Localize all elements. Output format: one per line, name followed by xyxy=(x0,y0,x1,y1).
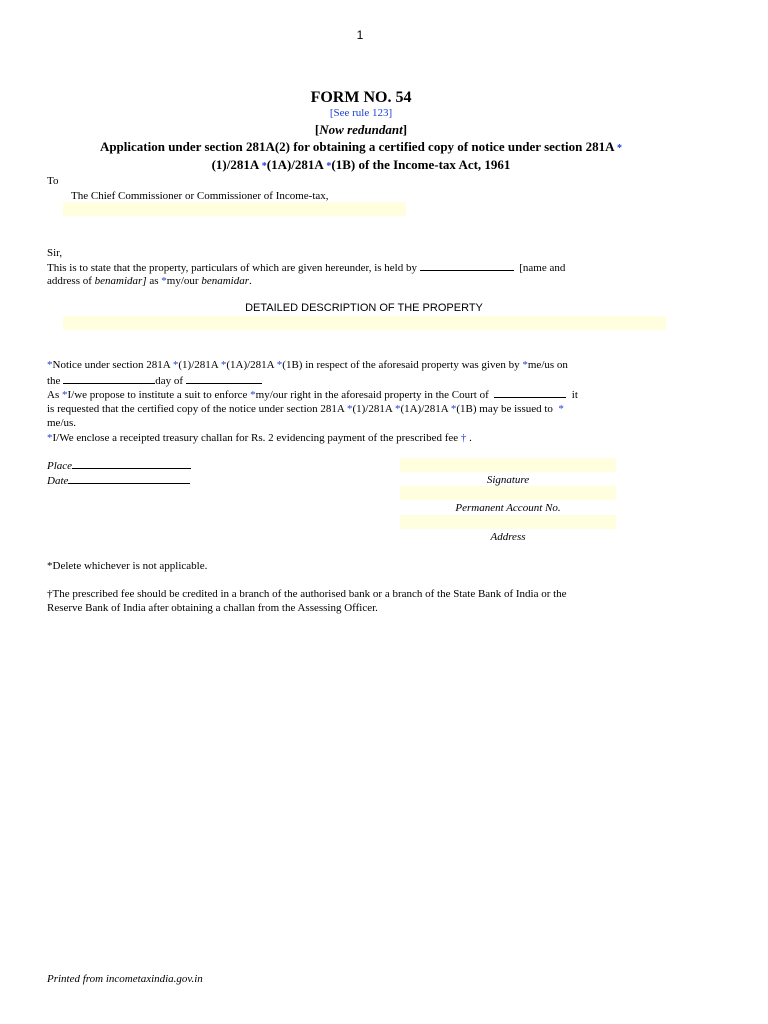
heading-line2-a: (1)/281A xyxy=(211,157,259,172)
asterisk-mark: * xyxy=(220,359,227,371)
pan-field[interactable] xyxy=(400,486,616,500)
asterisk-mark: * xyxy=(47,432,53,444)
fee-note-line2: Reserve Bank of India after obtaining a challan from the Assessing Officer. xyxy=(47,602,378,614)
signature-field[interactable] xyxy=(400,458,616,472)
para1-text6: my/our xyxy=(166,275,199,287)
delete-note: *Delete whichever is not applicable. xyxy=(47,560,208,572)
para4-line xyxy=(47,431,472,445)
para2-text7: day of xyxy=(155,375,183,387)
date-label: Date xyxy=(47,475,69,487)
description-heading: DETAILED DESCRIPTION OF THE PROPERTY xyxy=(245,302,483,314)
heading-line2-c: (1B) of the Income-tax Act, 1961 xyxy=(331,157,511,172)
para2-text6: the xyxy=(47,375,61,387)
addressee-text: The Chief Commissioner or Commissioner of Income-tax, xyxy=(71,190,329,202)
pan-label: Permanent Account No. xyxy=(455,502,561,514)
date-blank[interactable] xyxy=(68,473,190,484)
asterisk-mark: * xyxy=(450,403,457,415)
para2-line1 xyxy=(47,358,568,372)
asterisk-mark: * xyxy=(276,359,283,371)
para3-text8: (1B) may be issued to xyxy=(456,403,553,415)
para3-text5: is requested that the certified copy of the notice under section 281A xyxy=(47,403,345,415)
para1-text8: . xyxy=(248,275,252,287)
asterisk-mark: * xyxy=(61,389,68,401)
para1-text1: This is to state that the property, particulars of which are given hereunder, is held by xyxy=(47,262,417,274)
asterisk-mark: * xyxy=(326,161,332,172)
status-text: Now redundant xyxy=(319,122,403,137)
status-line xyxy=(0,122,722,138)
para1-text2: [name and xyxy=(519,262,566,274)
para1-text4: benamidar] xyxy=(94,275,147,287)
to-label: To xyxy=(47,175,59,187)
asterisk-mark: * xyxy=(346,403,353,415)
page-number: 1 xyxy=(356,28,364,42)
asterisk-mark: * xyxy=(558,403,564,415)
asterisk-mark: * xyxy=(161,275,167,287)
asterisk-mark: * xyxy=(250,389,256,401)
signature-label: Signature xyxy=(486,474,530,486)
para3-text7: (1A)/281A xyxy=(400,403,449,415)
para3-text6: (1)/281A xyxy=(352,403,393,415)
para1-line2 xyxy=(47,274,252,288)
form-title: FORM NO. 54 xyxy=(310,89,412,106)
para2-text3: (1A)/281A xyxy=(226,359,275,371)
dagger-mark: † xyxy=(460,432,467,444)
para1-text7: benamidar xyxy=(201,275,249,287)
asterisk-mark: * xyxy=(522,359,528,371)
court-name-blank[interactable] xyxy=(494,387,566,398)
benamidar-name-blank[interactable] xyxy=(420,260,514,271)
para2-text2: (1)/281A xyxy=(178,359,219,371)
property-description-field[interactable] xyxy=(63,316,666,330)
asterisk-mark: * xyxy=(172,359,179,371)
commissioner-address-field[interactable] xyxy=(63,202,406,216)
salutation: Sir, xyxy=(47,247,63,259)
see-rule-text: [See rule 123] xyxy=(329,107,393,119)
para3-text2: I/we propose to institute a suit to enforce xyxy=(67,389,248,401)
place-blank[interactable] xyxy=(72,458,191,469)
para3-text3: my/our right in the aforesaid property in the Court of xyxy=(255,389,489,401)
form-heading-line2 xyxy=(0,157,722,173)
fee-note-line1: †The prescribed fee should be credited in a branch of the authorised bank or a branch of the State Bank of India or the xyxy=(47,588,567,600)
notice-month-blank[interactable] xyxy=(186,373,262,384)
para2-text4: (1B) in respect of the aforesaid property was given by xyxy=(282,359,520,371)
asterisk-mark: * xyxy=(617,143,623,154)
para2-text5: me/us on xyxy=(527,359,568,371)
para3-text9: me/us. xyxy=(47,417,77,429)
asterisk-mark: * xyxy=(261,161,267,172)
para2-text1: Notice under section 281A xyxy=(52,359,171,371)
para1-text3: address of xyxy=(47,275,92,287)
para4-text1: I/We enclose a receipted treasury challan for Rs. 2 evidencing payment of the prescribed fee xyxy=(52,432,459,444)
para3-line1 xyxy=(47,387,578,402)
para3-line2 xyxy=(47,402,564,416)
asterisk-mark: * xyxy=(47,359,53,371)
asterisk-mark: * xyxy=(394,403,401,415)
address-field[interactable] xyxy=(400,515,616,529)
para2-line2 xyxy=(47,373,262,388)
status-open: [ xyxy=(314,122,320,137)
footer-source: Printed from incometaxindia.gov.in xyxy=(47,973,203,985)
place-row xyxy=(47,458,191,473)
notice-day-blank[interactable] xyxy=(63,373,155,384)
heading-line2-b: (1A)/281A xyxy=(266,157,324,172)
form-heading-line1 xyxy=(0,139,722,155)
para3-line3 xyxy=(47,416,76,430)
heading-line1-text: Application under section 281A(2) for obtaining a certified copy of notice under section 281A xyxy=(99,139,614,154)
address-label: Address xyxy=(490,531,526,543)
para3-text4: it xyxy=(571,389,578,401)
para3-text1: As xyxy=(47,389,60,401)
para1-line1 xyxy=(47,260,565,275)
para4-text2: . xyxy=(469,432,472,444)
status-close: ] xyxy=(402,122,408,137)
para1-text5: as xyxy=(149,275,159,287)
place-label: Place xyxy=(47,460,73,472)
date-row xyxy=(47,473,190,488)
